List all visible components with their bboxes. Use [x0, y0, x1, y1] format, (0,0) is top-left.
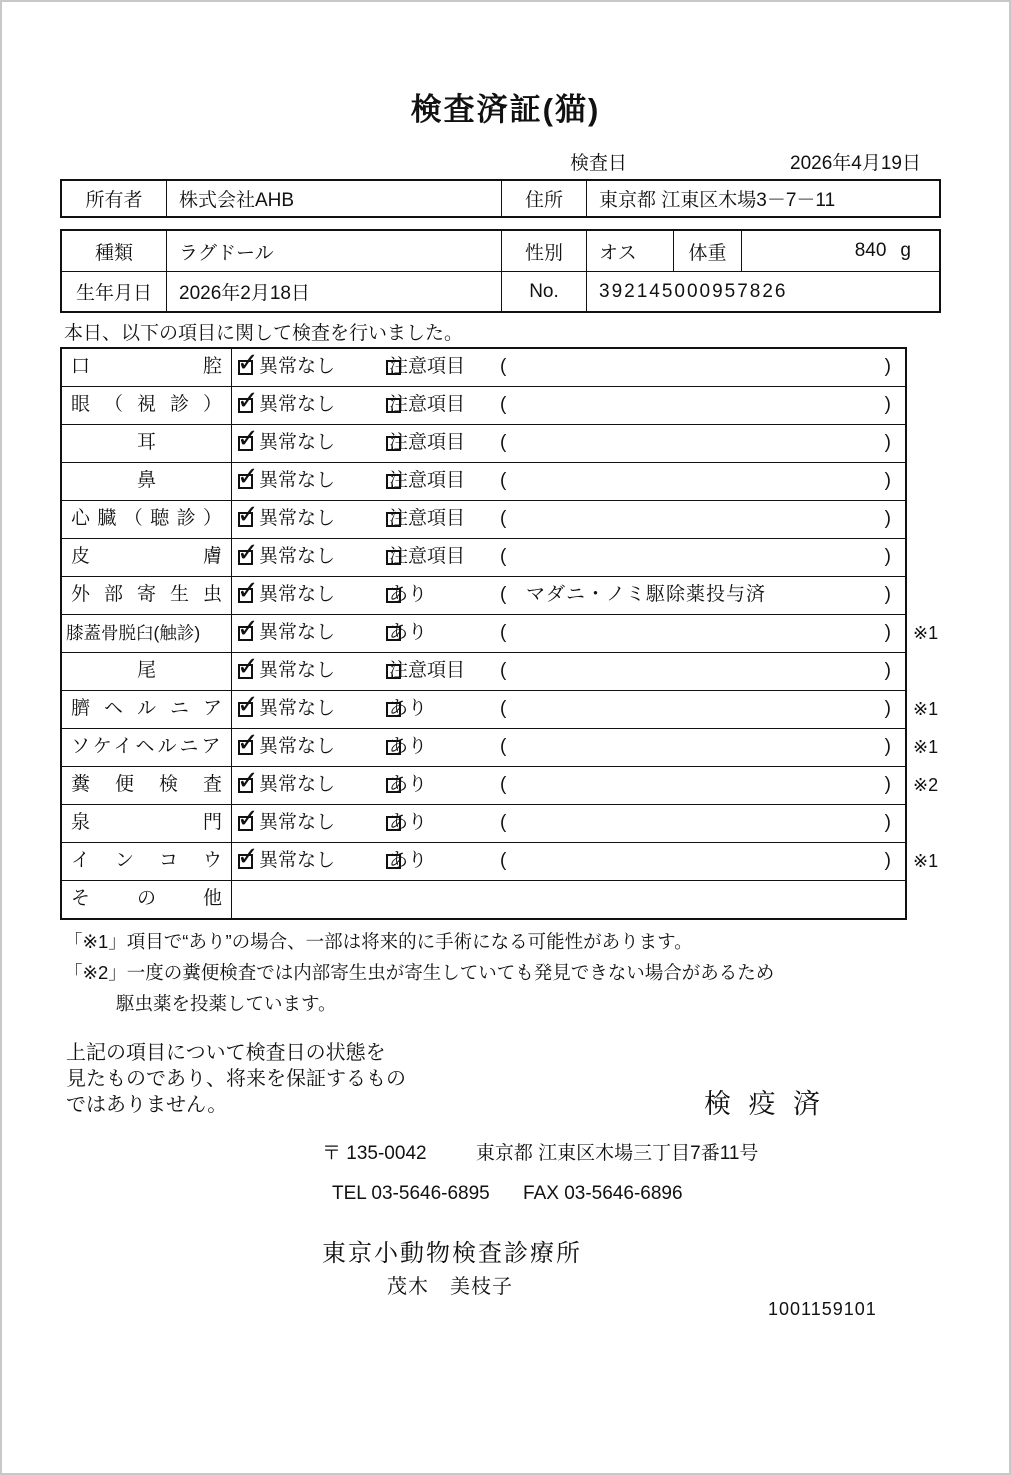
paren-open: (	[500, 356, 507, 377]
inspection-row-cryptorchidism	[62, 841, 939, 881]
checkbox-checked-icon	[237, 727, 259, 757]
no-value: 392145000957826	[599, 280, 788, 302]
item-name: 膝蓋骨脱臼(触診)	[62, 615, 232, 652]
paren-close: )	[884, 394, 891, 415]
option-normal-label: 異常なし	[259, 394, 336, 415]
item-name: イ ン コ ウ	[62, 843, 232, 880]
option-normal-label: 異常なし	[259, 470, 336, 491]
checkbox-checked-icon	[237, 347, 259, 377]
paren-open: (	[500, 508, 507, 529]
option-caution-label: 注意項目	[389, 546, 466, 567]
inspection-row-oral	[62, 349, 905, 387]
paren-open: (	[500, 546, 507, 567]
check-mark-icon: ✓	[237, 499, 259, 529]
inspection-row-nose	[62, 463, 905, 501]
paren-close: )	[884, 622, 891, 643]
paren-close: )	[884, 508, 891, 529]
footnotes	[64, 928, 774, 1021]
inspection-row-fecal-exam	[62, 765, 939, 805]
footnote-1: 「※1」項目で“あり”の場合、一部は将来的に手術になる可能性があります。	[64, 931, 693, 952]
birthdate-value: 2026年2月18日	[167, 272, 502, 311]
option-caution-label: 注意項目	[389, 508, 466, 529]
owner-value: 株式会社AHB	[167, 181, 502, 216]
option-normal-label: 異常なし	[259, 508, 336, 529]
breed-label: 種類	[62, 231, 167, 271]
check-mark-icon: ✓	[237, 423, 259, 453]
item-name: 鼻	[62, 463, 232, 500]
option-present-label: あり	[389, 850, 428, 871]
address-label: 住所	[502, 181, 587, 216]
item-name: 尾	[62, 653, 232, 690]
check-mark-icon: ✓	[237, 461, 259, 491]
inspection-row-eyes	[62, 387, 905, 425]
disclaimer-line-3: ではありません。	[66, 1094, 228, 1116]
option-present-label: あり	[389, 584, 428, 605]
row-note: ※1	[913, 699, 939, 719]
row-note: ※2	[913, 775, 939, 795]
serial-number: 1001159101	[768, 1299, 877, 1319]
breed-value: ラグドール	[167, 231, 502, 271]
option-caution-label: 注意項目	[389, 356, 466, 377]
page-title: 検査済証(猫)	[410, 92, 601, 127]
option-normal-label: 異常なし	[259, 622, 336, 643]
item-name: 心 臓 （ 聴 診 ）	[62, 501, 232, 538]
disclaimer-line-1: 上記の項目について検査日の状態を	[66, 1042, 386, 1064]
paren-open: (	[500, 736, 507, 757]
paren-open: (	[500, 698, 507, 719]
option-present-label: あり	[389, 622, 428, 643]
check-mark-icon: ✓	[237, 727, 259, 757]
item-name: 口 腔	[62, 349, 232, 386]
paren-open: (	[500, 622, 507, 643]
clinic-fax: FAX 03-5646-6896	[523, 1183, 683, 1204]
paren-close: )	[884, 660, 891, 681]
weight-value: 840	[854, 240, 887, 261]
paren-open: (	[500, 850, 507, 871]
intro-text: 本日、以下の項目に関して検査を行いました。	[64, 323, 464, 344]
clinic-postal-code: 〒 135-0042	[322, 1143, 427, 1164]
inspection-date-label: 検査日	[570, 153, 628, 174]
option-caution-label: 注意項目	[389, 394, 466, 415]
paren-open: (	[500, 394, 507, 415]
row-note: ※1	[913, 851, 939, 871]
checkbox-checked-icon	[237, 537, 259, 567]
checkbox-checked-icon	[237, 575, 259, 605]
checkbox-checked-icon	[237, 461, 259, 491]
item-name: 皮 膚	[62, 539, 232, 576]
sex-label: 性別	[502, 231, 587, 271]
option-caution-label: 注意項目	[389, 660, 466, 681]
paren-close: )	[884, 736, 891, 757]
option-caution-label: 注意項目	[389, 470, 466, 491]
check-mark-icon: ✓	[237, 537, 259, 567]
item-name: 眼 （ 視 診 ）	[62, 387, 232, 424]
option-present-label: あり	[389, 812, 428, 833]
paren-close: )	[884, 546, 891, 567]
inspection-row-external-parasites	[62, 577, 905, 615]
check-mark-icon: ✓	[237, 689, 259, 719]
inspection-row-patella	[62, 613, 939, 653]
owner-label: 所有者	[62, 181, 167, 216]
clinic-address: 東京都 江東区木場三丁目7番11号	[475, 1143, 759, 1164]
inspection-row-tail	[62, 653, 905, 691]
option-normal-label: 異常なし	[259, 736, 336, 757]
paren-close: )	[884, 470, 891, 491]
inspection-row-heart	[62, 501, 905, 539]
paren-text: マダニ・ノミ駆除薬投与済	[526, 584, 767, 605]
checkbox-checked-icon	[237, 651, 259, 681]
checkbox-checked-icon	[237, 841, 259, 871]
checkbox-checked-icon	[237, 385, 259, 415]
item-name: 外 部 寄 生 虫	[62, 577, 232, 614]
item-name: 臍 ヘ ル ニ ア	[62, 691, 232, 728]
option-present-label: あり	[389, 698, 428, 719]
clinic-tel-line	[332, 1183, 683, 1205]
inspection-row-inguinal-hernia	[62, 727, 939, 767]
inspection-row-skin	[62, 539, 905, 577]
paren-open: (	[500, 432, 507, 453]
clinic-tel: TEL 03-5646-6895	[332, 1183, 490, 1204]
empty-cell	[232, 881, 905, 918]
option-normal-label: 異常なし	[259, 812, 336, 833]
paren-close: )	[884, 432, 891, 453]
disclaimer-line-2: 見たものであり、将来を保証するもの	[66, 1068, 406, 1090]
checkbox-checked-icon	[237, 765, 259, 795]
owner-table	[60, 179, 941, 218]
option-normal-label: 異常なし	[259, 660, 336, 681]
paren-close: )	[884, 850, 891, 871]
item-name: そ の 他	[62, 881, 232, 918]
birthdate-label: 生年月日	[62, 272, 167, 311]
footnote-2: 「※2」一度の糞便検査では内部寄生虫が寄生していても発見できない場合があるため	[64, 962, 775, 983]
inspection-row-fontanelle	[62, 805, 905, 843]
checkbox-checked-icon	[237, 689, 259, 719]
option-normal-label: 異常なし	[259, 584, 336, 605]
check-mark-icon: ✓	[237, 613, 259, 643]
checkbox-checked-icon	[237, 499, 259, 529]
option-normal-label: 異常なし	[259, 356, 336, 377]
inspection-date-value: 2026年4月19日	[790, 153, 921, 174]
paren-close: )	[884, 356, 891, 377]
weight-unit: g	[900, 240, 911, 261]
animal-row-2	[62, 272, 939, 311]
check-mark-icon: ✓	[237, 765, 259, 795]
no-label: No.	[502, 272, 587, 311]
row-note: ※1	[913, 737, 939, 757]
paren-open: (	[500, 774, 507, 795]
inspection-table	[60, 347, 939, 920]
paren-open: (	[500, 470, 507, 491]
checkbox-checked-icon	[237, 613, 259, 643]
clinic-address-line	[322, 1138, 758, 1165]
option-normal-label: 異常なし	[259, 698, 336, 719]
paren-open: (	[500, 584, 507, 605]
option-normal-label: 異常なし	[259, 850, 336, 871]
paren-close: )	[884, 584, 891, 605]
clinic-name: 東京小動物検査診療所	[322, 1240, 582, 1267]
animal-table	[60, 229, 941, 313]
row-note: ※1	[913, 623, 939, 643]
item-name: ソケイヘルニア	[62, 729, 232, 766]
check-mark-icon: ✓	[237, 803, 259, 833]
check-mark-icon: ✓	[237, 841, 259, 871]
check-mark-icon: ✓	[237, 385, 259, 415]
check-mark-icon: ✓	[237, 347, 259, 377]
sex-value: オス	[587, 231, 674, 271]
option-present-label: あり	[389, 736, 428, 757]
weight-value-cell	[742, 231, 939, 271]
option-normal-label: 異常なし	[259, 774, 336, 795]
paren-open: (	[500, 660, 507, 681]
inspection-row-other	[62, 881, 905, 918]
check-mark-icon: ✓	[237, 651, 259, 681]
checkbox-checked-icon	[237, 803, 259, 833]
address-value: 東京都 江東区木場3－7－11	[599, 190, 836, 211]
paren-close: )	[884, 774, 891, 795]
item-name: 泉 門	[62, 805, 232, 842]
disclaimer	[66, 1040, 406, 1118]
item-name: 耳	[62, 425, 232, 462]
quarantine-stamp: 検 疫 済	[704, 1089, 826, 1119]
inspection-row-ears	[62, 425, 905, 463]
weight-label: 体重	[674, 231, 742, 271]
item-name: 糞 便 検 査	[62, 767, 232, 804]
option-normal-label: 異常なし	[259, 432, 336, 453]
inspection-row-umbilical-hernia	[62, 689, 939, 729]
footnote-2-continued: 駆虫薬を投薬しています。	[116, 993, 337, 1014]
option-caution-label: 注意項目	[389, 432, 466, 453]
paren-open: (	[500, 812, 507, 833]
paren-close: )	[884, 698, 891, 719]
paren-close: )	[884, 812, 891, 833]
animal-row-1	[62, 231, 939, 272]
veterinarian-name: 茂木 美枝子	[387, 1276, 513, 1298]
check-mark-icon: ✓	[237, 575, 259, 605]
option-normal-label: 異常なし	[259, 546, 336, 567]
checkbox-checked-icon	[237, 423, 259, 453]
option-present-label: あり	[389, 774, 428, 795]
